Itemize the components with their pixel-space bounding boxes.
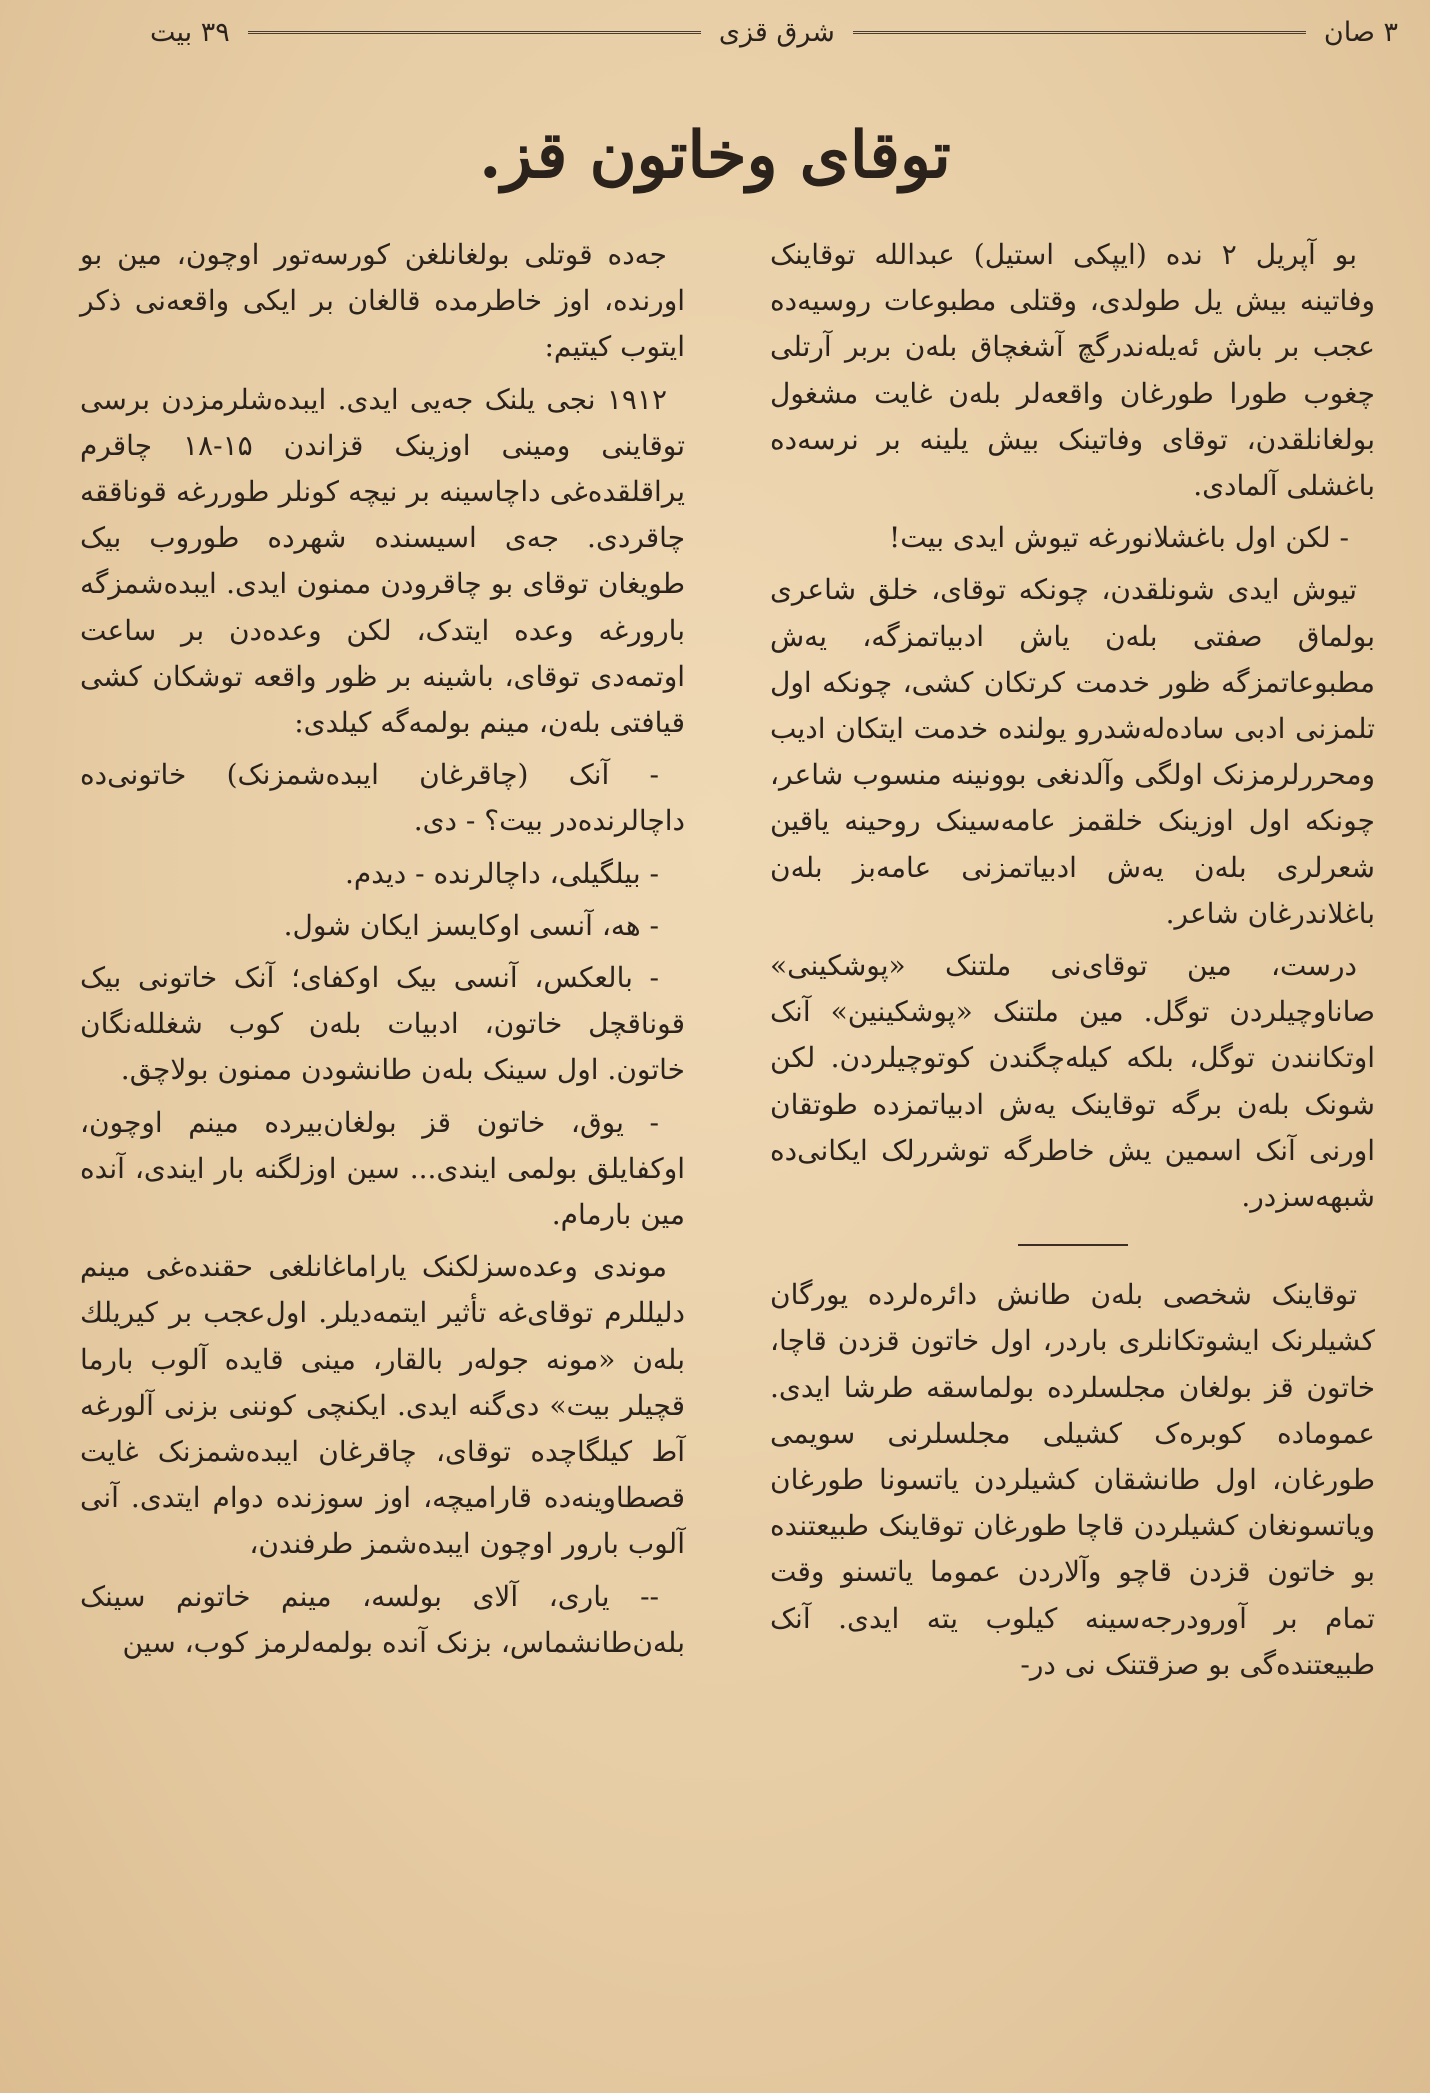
paragraph: بو آپریل ۲ نده (ایپکی استیل) عبدالله توقاینک وفاتینه بیش یل طولدی، وقتلی مطبوعات روسیه‌ده عجب بر باش ئه‌یله‌ندرگچ آشغچاق بله‌ن بربر آرتلی چغوب طورا طورغان واقعه‌لر بله‌ن غایت مشغول بولغانلقدن، توقای وفاتینک بیش یلینه بر نرسه‌ده باغشلی آلمادی.: [770, 238, 1375, 503]
dialog-line: - بالعکس، آنسی بیک اوکفای؛ آنک خاتونی بیک قوناقچل خاتون، ادبیات بله‌ن کوب شغلله‌نگان خاتون. اول سینک بله‌ن طانشودن ممنون بولاچق.: [80, 961, 685, 1087]
page-number: ۳ صان: [1323, 16, 1398, 48]
left-column: [80, 232, 685, 1672]
paragraph: توقاینک شخصی بله‌ن طانش دائره‌لرده یورگان کشیلرنک ایشوتکانلری باردر، اول خاتون قزدن قاچا، خاتون قز بولغان مجلسلرده بولماسقه طرشا ایدی. عموماده کوبره‌ک کشیلی مجلسلرنی سویمی طورغان، اول طانشقان کشیلردن یاتسونا طورغان ویاتسونغان کشیلردن قاچا طورغان توقاینک طبیعتنده بو خاتون قزدن قاچو وآلاردن عموما یاتسنو وقت تمام بر آورودرجه‌سینه کیلوب یته ایدی. آنک طبیعتنده‌گی بو صزقتنک نی در-: [770, 1278, 1375, 1681]
paragraph: ۱۹۱۲ نجی یلنک جه‌یی ایدی. ایبده‌شلرمزدن برسی توقاینی ومینی اوزینک قزاندن ۱۵-۱۸ چاقرم یراقلقده‌غی داچاسینه بر نیچه کونلر طوررغه قوناققه چاقردی. جه‌ی اسیسنده شهرده طوروب بیک طویغان توقای بو چاقرودن ممنون ایدی. ایبده‌شمزگه بارورغه وعده ایتدک، لکن وعده‌دن بر ساعت اوتمه‌دی توقای، باشینه بر ظور واقعه توشکان کشی قیافتی بله‌ن، مینم بولمه‌گه کیلدی:: [80, 382, 685, 740]
dialog-line: -- یاری، آلای بولسه، مینم خاتونم سینک بله‌ن‌طانشماس، بزنک آنده بولمه‌لرمز کوب، سین: [80, 1579, 685, 1659]
header-rule-left: [248, 31, 701, 34]
dialog-line: - یوق، خاتون قز بولغان‌بیرده مینم اوچون، اوکفایلق بولمی ایندی... سین اوزلگنه بار ایندی، آنده مین بارمام.: [80, 1105, 685, 1232]
journal-name: شرق قزی: [718, 16, 835, 48]
paragraph: تیوش ایدی شونلقدن، چونکه توقای، خلق شاعری بولماق صفتی بله‌ن یاش ادبیاتمزگه، یه‌ش مطبوعاتمزگه ظور خدمت کرتکان کشی، چونکه اول تلمزنی ادبی ساده‌له‌شدرو یولنده خدمت ایتکان ادیب ومحررلرمزنک اولگی وآلدنغی بوونینه منسوب شاعر، چونکه اول اوزینک خلقمز عامه‌سینک روحینه یاقین شعرلری بله‌ن یه‌ش ادبیاتمزنی عامه‌بز بله‌ن باغلاندرغان شاعر.: [770, 573, 1375, 930]
header-rule-right: [853, 31, 1306, 34]
dialog-line: - بیلگیلی، داچالرنده - دیدم.: [344, 856, 659, 890]
page-reference: ۳۹ بیت: [150, 16, 230, 48]
dialog-line: - آنک (چاقرغان ایبده‌شمزنک) خاتونی‌ده داچالرنده‌در بیت؟ - دی.: [80, 758, 685, 838]
right-column: [770, 232, 1375, 1694]
paragraph: - لکن اول باغشلانورغه تیوش ایدی بیت!: [889, 521, 1349, 555]
paragraph: موندی وعده‌سزلکنک یاراماغانلغی حقنده‌غی مینم دلیللرم توقای‌غه تأثیر ایتمه‌دیلر. اول‌عجب بر کیریلك بله‌ن «مونه جوله‌ر بالقار، مینی قایده آلوب بارما قچیلر بیت» دی‌گنه ایدی. ایکنچی کوننی بزنی آلورغه آط کیلگاچده توقای، چاقرغان ایبده‌شمزنک غایت قصطاوینه‌ده قارامیچه، اوز سوزنده دوام ایتدی. آنی آلوب بارور اوچون ایبده‌شمز طرفندن،: [80, 1250, 685, 1561]
section-divider: [1018, 1244, 1128, 1246]
page-header: [150, 12, 1398, 52]
dialog-line: - هه، آنسی اوکایسز ایکان شول.: [283, 908, 659, 942]
article-title: توقای وخاتون قز.: [479, 118, 951, 193]
paragraph: جه‌ده قوتلی بولغانلغن کورسه‌تور اوچون، مین بو اورنده، اوز خاطرمده قالغان بر ایکی واقعه‌نی ذکر ایتوب کیتیم:: [80, 238, 685, 364]
paragraph: درست، مین توقای‌نی ملتنک «پوشکینی» صاناوچیلردن توگل. مین ملتنک «پوشکینین» آنک اوتکانندن توگل، بلکه کیله‌چگندن کوتوچیلردن. لکن شونک بله‌ن برگه توقاینک یه‌ش ادبیاتمزده طوتقان اورنی آنک اسمین یش خاطرگه توشررلک ایکانی‌ده شبهه‌سزدر.: [770, 949, 1375, 1214]
